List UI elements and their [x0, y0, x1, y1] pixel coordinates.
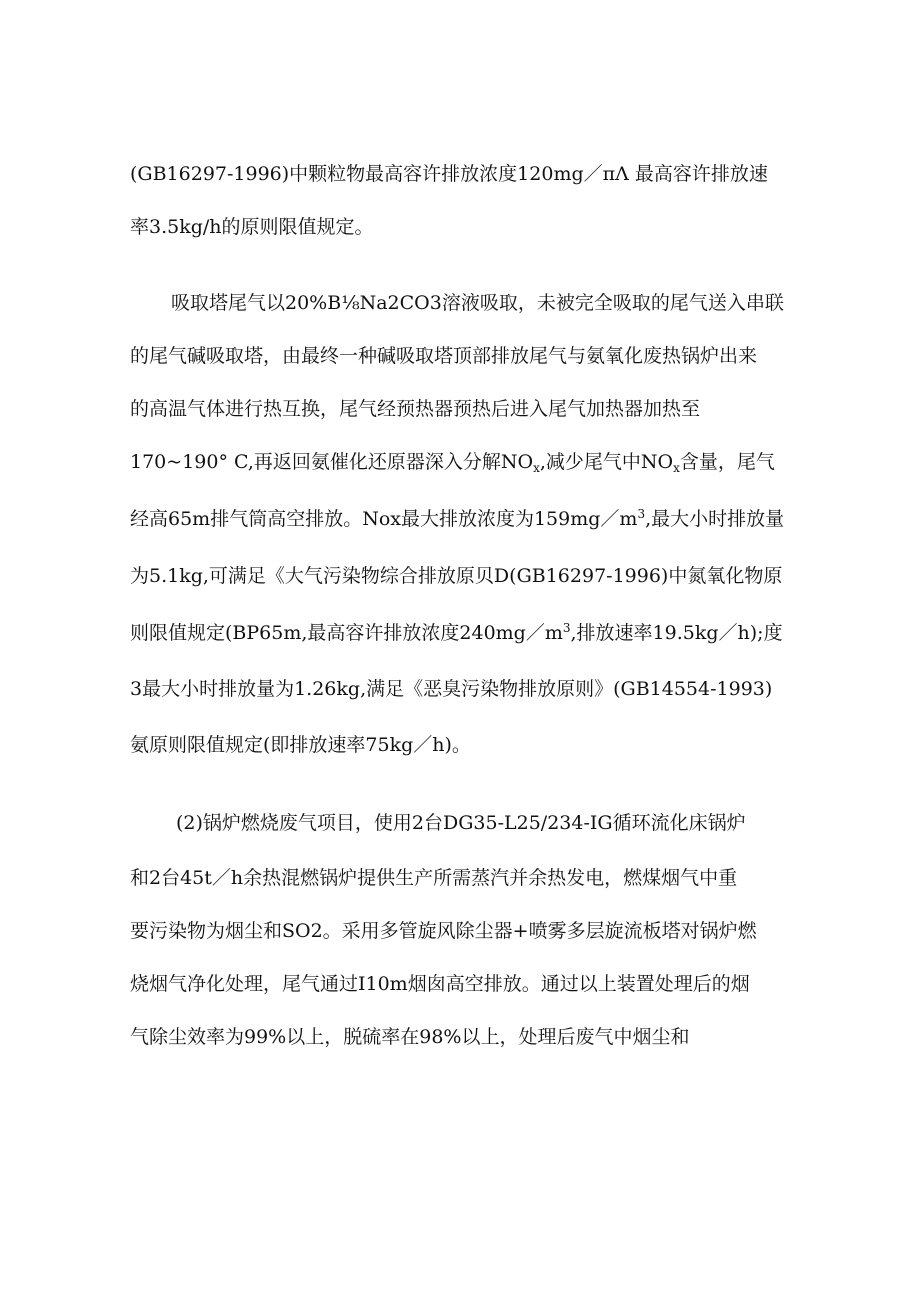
superscript: 3 — [562, 621, 571, 635]
text-segment: ,排放速率19.5kg／h);度 — [570, 622, 783, 644]
text-line: 和2台45t／h余热混燃锅炉提供生产所需蒸汽并余热发电，燃煤烟气中重 — [130, 867, 738, 889]
text-line: 的高温气体进行热互换，尾气经预热器预热后进入尾气加热器加热至 — [130, 398, 701, 420]
text-segment: ,减少尾气中NO — [539, 451, 674, 473]
text-line: (GB16297-1996)中颗粒物最高容许排放浓度120mg／πΛ 最高容许排放速 — [130, 163, 768, 185]
text-segment: 经高65m排气筒高空排放。Nox最大排放浓度为159mg／m — [130, 508, 638, 530]
subscript: x — [673, 461, 680, 475]
subscript: x — [533, 461, 540, 475]
text-line — [130, 621, 830, 647]
text-line: 气除尘效率为99%以上，脱硫率在98%以上，处理后废气中烟尘和 — [130, 1026, 690, 1048]
text-line: 的尾气碱吸取塔，由最终一种碱吸取塔顶部排放尾气与氨氧化废热锅炉出来 — [130, 345, 758, 367]
text-line: 氨原则限值规定(即排放速率75kg／h)。 — [130, 734, 471, 756]
superscript: 3 — [637, 507, 646, 521]
text-line — [130, 507, 830, 533]
text-segment: ,最大小时排放量 — [645, 508, 785, 530]
text-line — [130, 450, 830, 476]
text-line: 烧烟气净化处理，尾气通过I10m烟囱高空排放。通过以上装置处理后的烟 — [130, 973, 750, 995]
text-line: 3最大小时排放量为1.26kg,满足《恶臭污染物排放原则》(GB14554-1993) — [130, 678, 773, 700]
text-segment: 则限值规定(BP65m,最高容许排放浓度240mg／m — [130, 622, 563, 644]
paragraph-start-line: 吸取塔尾气以20%B⅛Na2CO3溶液吸取，未被完全吸取的尾气送入串联 — [171, 292, 784, 314]
text-segment: 含量，尾气 — [679, 451, 775, 473]
paragraph-start-line: (2)锅炉燃烧废气项目，使用2台DG35-L25/234-IG循环流化床锅炉 — [176, 812, 746, 834]
text-segment: 170~190° C,再返回氨催化还原器深入分解NO — [130, 451, 534, 473]
text-line: 要污染物为烟尘和SO2。采用多管旋风除尘器+喷雾多层旋流板塔对锅炉燃 — [130, 920, 757, 942]
text-line: 率3.5kg/h的原则限值规定。 — [130, 216, 374, 238]
text-line: 为5.1kg,可满足《大气污染物综合排放原贝D(GB16297-1996)中氮氧化物原 — [130, 565, 783, 587]
